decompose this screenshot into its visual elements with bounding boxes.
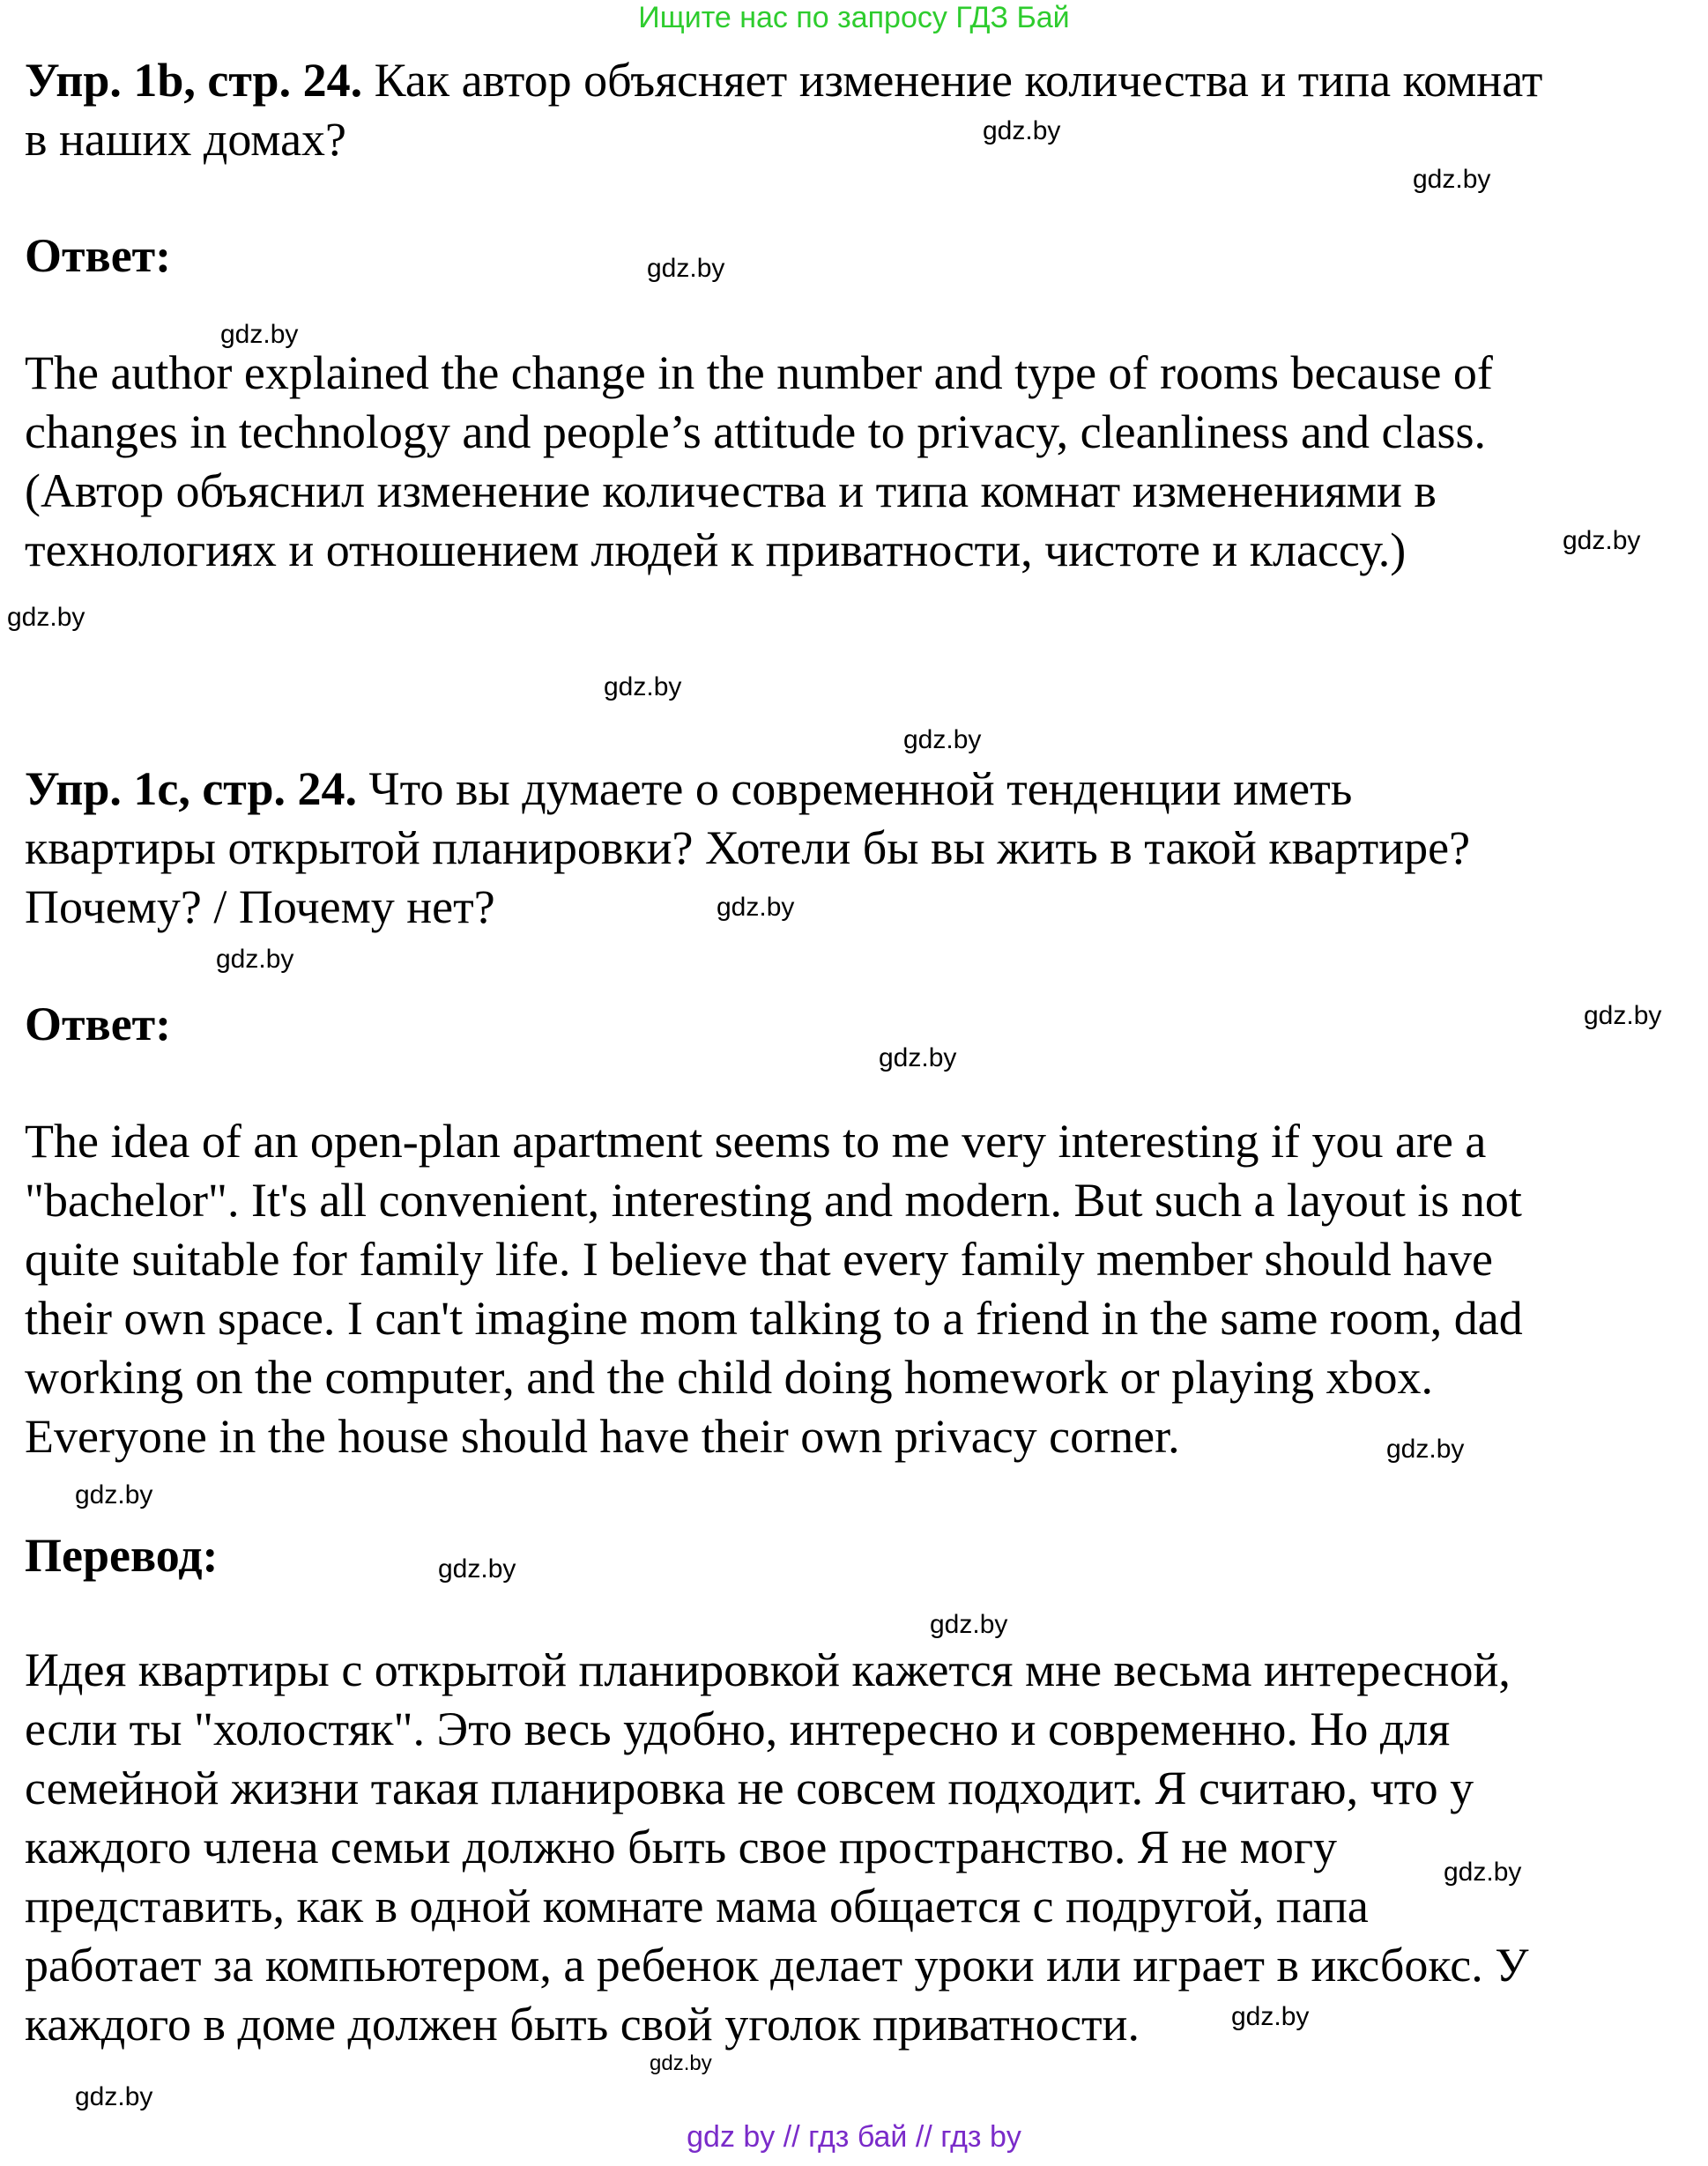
translation-line: представить, как в одной комнате мама общается с подругой, папа [25, 1880, 1369, 1932]
top-banner[interactable]: Ищите нас по запросу ГДЗ Бай [638, 1, 1070, 34]
translation-line: семейной жизни такая планировка не совсем подходит. Я считаю, что у [25, 1762, 1474, 1814]
answer-line: their own space. I can't imagine mom talking to a friend in the same room, dad [25, 1292, 1523, 1345]
answer-line: The author explained the change in the number and type of rooms because of [25, 346, 1493, 399]
exercise-1c-question-line: квартиры открытой планировки? Хотели бы вы жить в такой квартире? [25, 821, 1471, 874]
watermark: gdz.by [75, 1480, 153, 1510]
watermark: gdz.by [438, 1554, 516, 1584]
translation-line: каждого в доме должен быть свой уголок приватности. [25, 1998, 1140, 2051]
answer-line: Everyone in the house should have their own privacy corner. [25, 1410, 1180, 1463]
watermark: gdz.by [647, 254, 725, 283]
exercise-1b-question-line: Как автор объясняет изменение количества и типа комнат [362, 54, 1543, 107]
watermark: gdz.by [75, 2082, 153, 2111]
translation-line: если ты "холостяк". Это весь удобно, интересно и современно. Но для [25, 1702, 1451, 1755]
answer-line: (Автор объяснил изменение количества и типа комнат изменениями в [25, 464, 1437, 517]
translation-line: каждого члена семьи должно быть свое пространство. Я не могу [25, 1821, 1338, 1873]
watermark: gdz.by [983, 116, 1061, 145]
translation-line: работает за компьютером, а ребенок делает уроки или играет в иксбокс. У [25, 1939, 1529, 1992]
translation-label: Перевод: [25, 1529, 219, 1582]
watermark: gdz.by [1444, 1858, 1522, 1887]
watermark: gdz.by [879, 1043, 957, 1072]
watermark: gdz.by [7, 603, 85, 632]
answer-line: "bachelor". It's all convenient, interesting and modern. But such a layout is not [25, 1174, 1522, 1227]
exercise-1c-question-line: Что вы думаете о современной тенденции иметь [357, 762, 1353, 815]
watermark: gdz.by [650, 2051, 712, 2075]
exercise-1b-question [25, 51, 1690, 169]
watermark: gdz.by [220, 320, 299, 349]
answer-line: The idea of an open-plan apartment seems to me very interesting if you are a [25, 1115, 1487, 1168]
watermark: gdz.by [1584, 1001, 1662, 1030]
answer-line: working on the computer, and the child doing homework or playing xbox. [25, 1351, 1434, 1404]
translation-line: Идея квартиры с открытой планировкой кажется мне весьма интересной, [25, 1643, 1511, 1696]
watermark: gdz.by [1231, 2002, 1310, 2031]
watermark: gdz.by [717, 893, 795, 922]
answer-line: quite suitable for family life. I believe that every family member should have [25, 1233, 1493, 1286]
exercise-1b-question-line: в наших домах? [25, 113, 347, 166]
exercise-1b-label: Упр. 1b, стр. 24. [25, 54, 363, 107]
exercise-1c-label: Упр. 1c, стр. 24. [25, 762, 357, 815]
answer-line: changes in technology and people’s attitude to privacy, cleanliness and class. [25, 405, 1486, 458]
translation [25, 1641, 1690, 2054]
footer-links[interactable]: gdz by // гдз бай // гдз by [687, 2120, 1021, 2154]
exercise-1c-answer [25, 1112, 1690, 1466]
exercise-1c-question [25, 760, 1690, 937]
exercise-1c-answer-label: Ответ: [25, 998, 172, 1050]
watermark: gdz.by [903, 725, 982, 754]
answer-line: технологиях и отношением людей к приватности, чистоте и классу.) [25, 523, 1407, 576]
watermark: gdz.by [930, 1610, 1008, 1639]
exercise-1b-answer-label: Ответ: [25, 229, 172, 282]
watermark: gdz.by [1563, 526, 1641, 555]
watermark: gdz.by [604, 672, 682, 701]
watermark: gdz.by [1413, 165, 1491, 194]
watermark: gdz.by [216, 945, 294, 974]
watermark: gdz.by [1386, 1435, 1465, 1464]
exercise-1c-question-line: Почему? / Почему нет? [25, 880, 495, 933]
exercise-1b-answer [25, 344, 1690, 580]
